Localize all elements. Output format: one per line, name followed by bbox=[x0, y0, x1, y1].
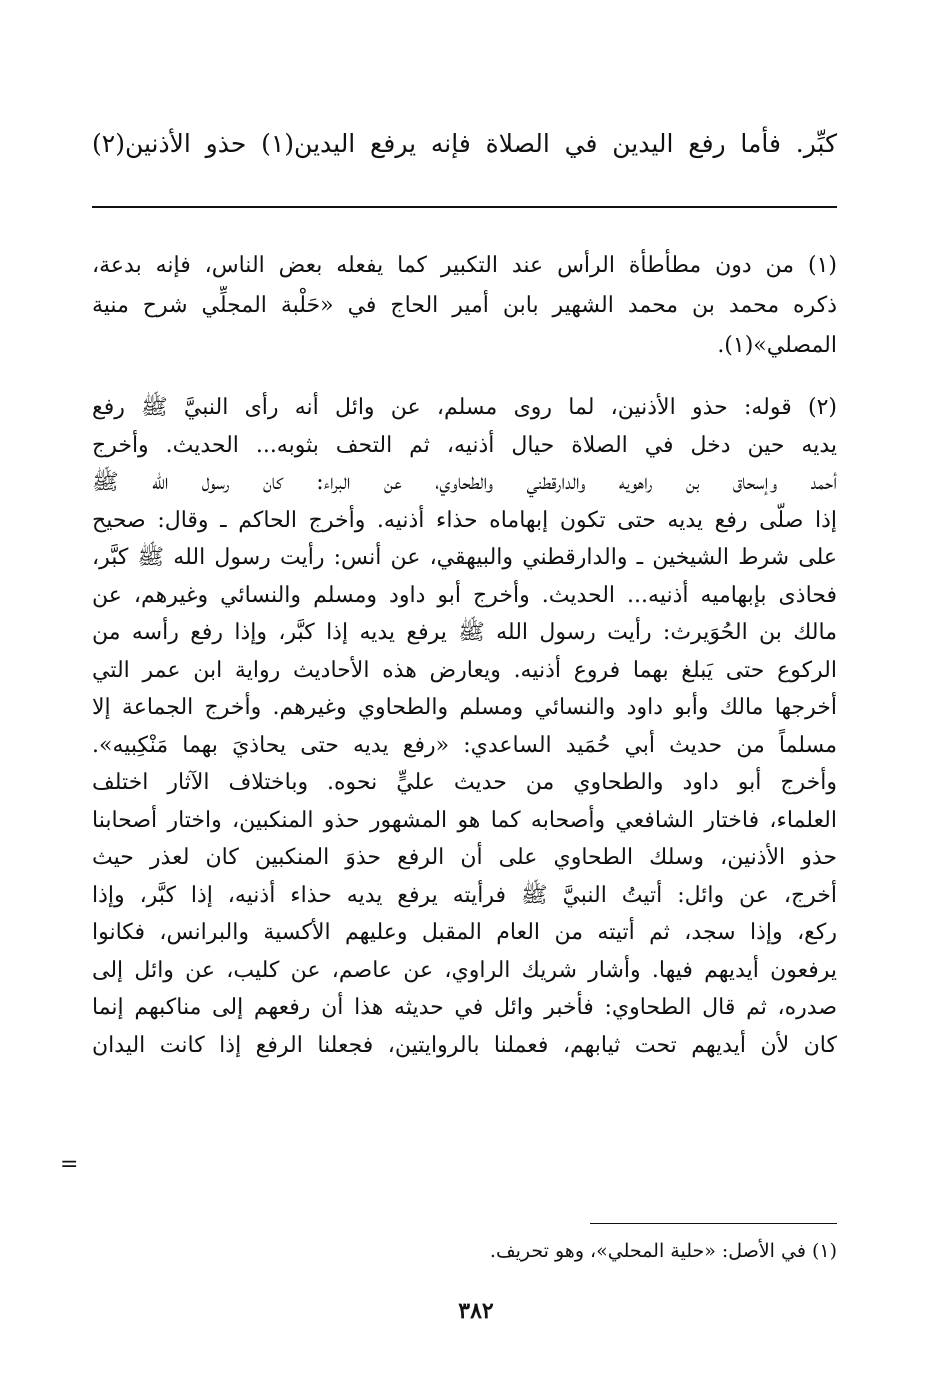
note-line: أخرجها مالك وأبو داود والنسائي ومسلم والطحاوي وغيرهم. وأخرج الجماعة إلا bbox=[92, 695, 837, 720]
note-line: الركوع حتى يَبلغ بهما فروع أذنيه. ويعارض هذه الأحاديث رواية ابن عمر التي bbox=[92, 657, 837, 683]
note-line: مسلماً من حديث أبي حُمَيد الساعدي: «رفع يديه حتى يحاذيَ بهما مَنْكِبيه». bbox=[92, 732, 837, 758]
note-2 bbox=[92, 389, 837, 1064]
continuation-mark: = bbox=[60, 1152, 79, 1177]
note-1 bbox=[92, 246, 837, 366]
note-line: يديه حين دخل في الصلاة حيال أذنيه، ثم التحف بثوبه... الحديث. وأخرج bbox=[92, 432, 837, 458]
note-line: ركع، وإذا سجد، ثم أتيته من العام المقبل وعليهم الأكسية والبرانس، فكانوا bbox=[92, 920, 837, 945]
main-text-line: كبِّر. فأما رفع اليدين في الصلاة فإنه يرفع اليدين(١) حذو الأذنين(٢) bbox=[92, 129, 837, 158]
note-line: يرفعون أيديهم فيها. وأشار شريك الراوي، عن عاصم، عن كليب، عن وائل إلى bbox=[92, 957, 837, 983]
note-line: حذو الأذنين، وسلك الطحاوي على أن الرفع حذوَ المنكبين كان لعذر حيث bbox=[92, 845, 837, 870]
note-line: فحاذى بإبهاميه أذنيه... الحديث. وأخرج أبو داود ومسلم والنسائي وغيرهم، عن bbox=[92, 582, 837, 608]
note-line: على شرط الشيخين ـ والدارقطني والبيهقي، عن أنس: رأيت رسول الله ﷺ كبَّر، bbox=[92, 545, 837, 570]
note-line: إذا صلّى رفع يديه حتى تكون إبهاماه حذاء أذنيه. وأخرج الحاكم ـ وقال: صحيح bbox=[92, 507, 837, 533]
note-line: المصلي»(١). bbox=[717, 333, 837, 358]
main-separator-rule bbox=[92, 206, 837, 208]
note-line: أحمد وإسحاق بن راهويه والدارقطني والطحاوي، عن البراء: كان رسول الله ﷺ bbox=[92, 470, 837, 495]
note-line: وأخرج أبو داود والطحاوي من حديث عليٍّ نحوه. وباختلاف الآثار اختلف bbox=[92, 770, 837, 795]
footnote-rule bbox=[590, 1223, 837, 1224]
note-line: صدره، ثم قال الطحاوي: فأخبر وائل في حديثه هذا أن رفعهم إلى مناكبهم إنما bbox=[92, 995, 837, 1020]
note-line: كان لأن أيديهم تحت ثيابهم، فعملنا بالروايتين، فجعلنا الرفع إذا كانت اليدان bbox=[92, 1032, 837, 1058]
note-line: أخرج، عن وائل: أتيتُ النبيَّ ﷺ فرأيته يرفع يديه حذاء أذنيه، إذا كبَّر، وإذا bbox=[92, 882, 837, 908]
note-line: ذكره محمد بن محمد الشهير بابن أمير الحاج في «حَلْبة المجلِّي شرح منية bbox=[92, 293, 837, 318]
note-line: مالك بن الحُوَيرث: رأيت رسول الله ﷺ يرفع يديه إذا كبَّر، وإذا رفع رأسه من bbox=[92, 620, 837, 645]
note-line: (٢) قوله: حذو الأذنين، لما روى مسلم، عن وائل أنه رأى النبيَّ ﷺ رفع bbox=[92, 395, 837, 420]
footnote: (١) في الأصل: «حلية المحلي»، وهو تحريف. bbox=[489, 1240, 837, 1262]
note-line: العلماء، فاختار الشافعي وأصحابه كما هو المشهور حذو المنكبين، واختار أصحابنا bbox=[92, 807, 837, 833]
page-number: ٣٨٢ bbox=[458, 1298, 494, 1324]
note-line: (١) من دون مطأطأة الرأس عند التكبير كما يفعله بعض الناس، فإنه بدعة، bbox=[92, 253, 837, 278]
